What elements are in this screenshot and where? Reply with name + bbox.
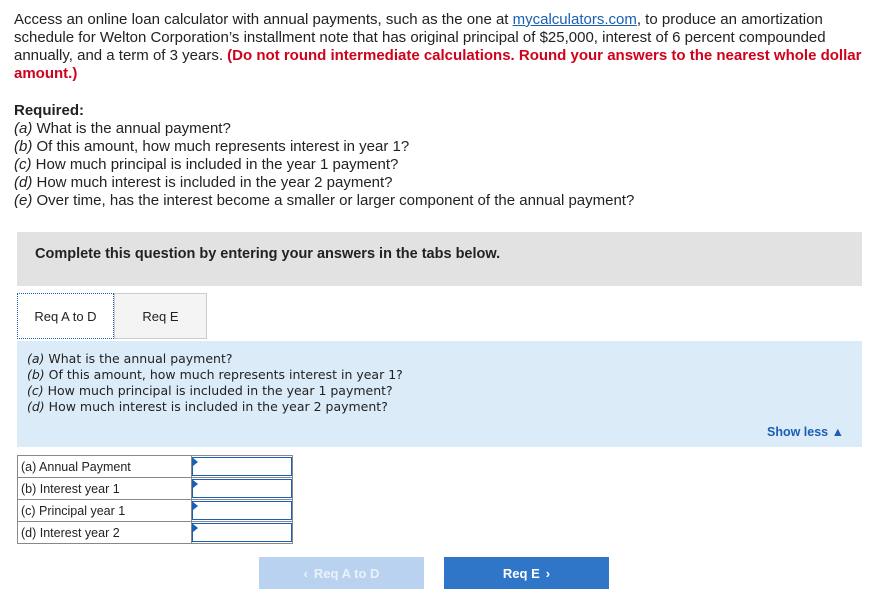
instructions-bar — [17, 232, 862, 286]
annual-payment-input[interactable] — [192, 457, 292, 476]
prev-tab-label: Req A to D — [313, 565, 380, 581]
required-section — [14, 102, 634, 210]
required-heading: Required: — [14, 102, 85, 119]
next-tab-label: Req E — [502, 565, 540, 581]
intro-text: Access an online loan calculator with annual payments, such as the one at — [14, 11, 513, 28]
panel-question-a: (a) What is the annual payment? — [27, 351, 233, 366]
table-row — [18, 478, 293, 500]
intro-text-continued: , to produce an amortization schedule for Welton Corporation’s installment note that has original principal of $25,000, interest of 6 percent compounded annually, and a term of 3 years. — [14, 11, 826, 64]
interest-year-1-input[interactable] — [192, 479, 292, 498]
show-less-link[interactable] — [767, 425, 844, 439]
principal-year-1-input[interactable] — [192, 501, 292, 520]
input-marker-icon — [193, 524, 198, 532]
chevron-right-icon: › — [545, 565, 551, 581]
table-row — [18, 456, 293, 478]
input-marker-icon — [193, 502, 198, 510]
answer-label-interest-year-2: (d) Interest year 2 — [18, 522, 192, 544]
required-item-b: (b) Of this amount, how much represents interest in year 1? — [14, 138, 410, 155]
prev-tab-button[interactable] — [259, 557, 424, 589]
triangle-up-icon: ▲ — [831, 425, 844, 439]
input-marker-icon — [193, 480, 198, 488]
question-intro — [14, 11, 864, 83]
panel-question-b: (b) Of this amount, how much represents interest in year 1? — [27, 367, 403, 382]
interest-year-2-input[interactable] — [192, 523, 292, 542]
required-item-a: (a) What is the annual payment? — [14, 120, 231, 137]
input-marker-icon — [193, 458, 198, 466]
answer-label-principal-year-1: (c) Principal year 1 — [18, 500, 192, 522]
question-panel — [17, 341, 862, 447]
required-item-e: (e) Over time, has the interest become a smaller or larger component of the annual payment? — [14, 192, 635, 209]
next-tab-button[interactable] — [444, 557, 609, 589]
table-row — [18, 500, 293, 522]
instructions-text: Complete this question by entering your answers in the tabs below. — [35, 246, 501, 262]
answer-label-interest-year-1: (b) Interest year 1 — [18, 478, 192, 500]
panel-question-c: (c) How much principal is included in the year 1 payment? — [27, 383, 393, 398]
rounding-instruction: (Do not round intermediate calculations. Round your answers to the nearest whole dollar amount.) — [14, 47, 862, 82]
required-item-d: (d) How much interest is included in the year 2 payment? — [14, 174, 393, 191]
tab-req-e[interactable]: Req E — [114, 293, 207, 339]
show-less-label: Show less — [767, 425, 829, 439]
panel-questions — [27, 351, 403, 415]
answer-label-annual-payment: (a) Annual Payment — [18, 456, 192, 478]
tab-req-a-to-d[interactable]: Req A to D — [17, 293, 114, 339]
required-item-c: (c) How much principal is included in the year 1 payment? — [14, 156, 399, 173]
chevron-left-icon: ‹ — [303, 565, 308, 581]
calculator-link[interactable]: mycalculators.com — [512, 11, 637, 28]
answer-table — [17, 455, 293, 544]
panel-question-d: (d) How much interest is included in the year 2 payment? — [27, 399, 388, 414]
table-row — [18, 522, 293, 544]
